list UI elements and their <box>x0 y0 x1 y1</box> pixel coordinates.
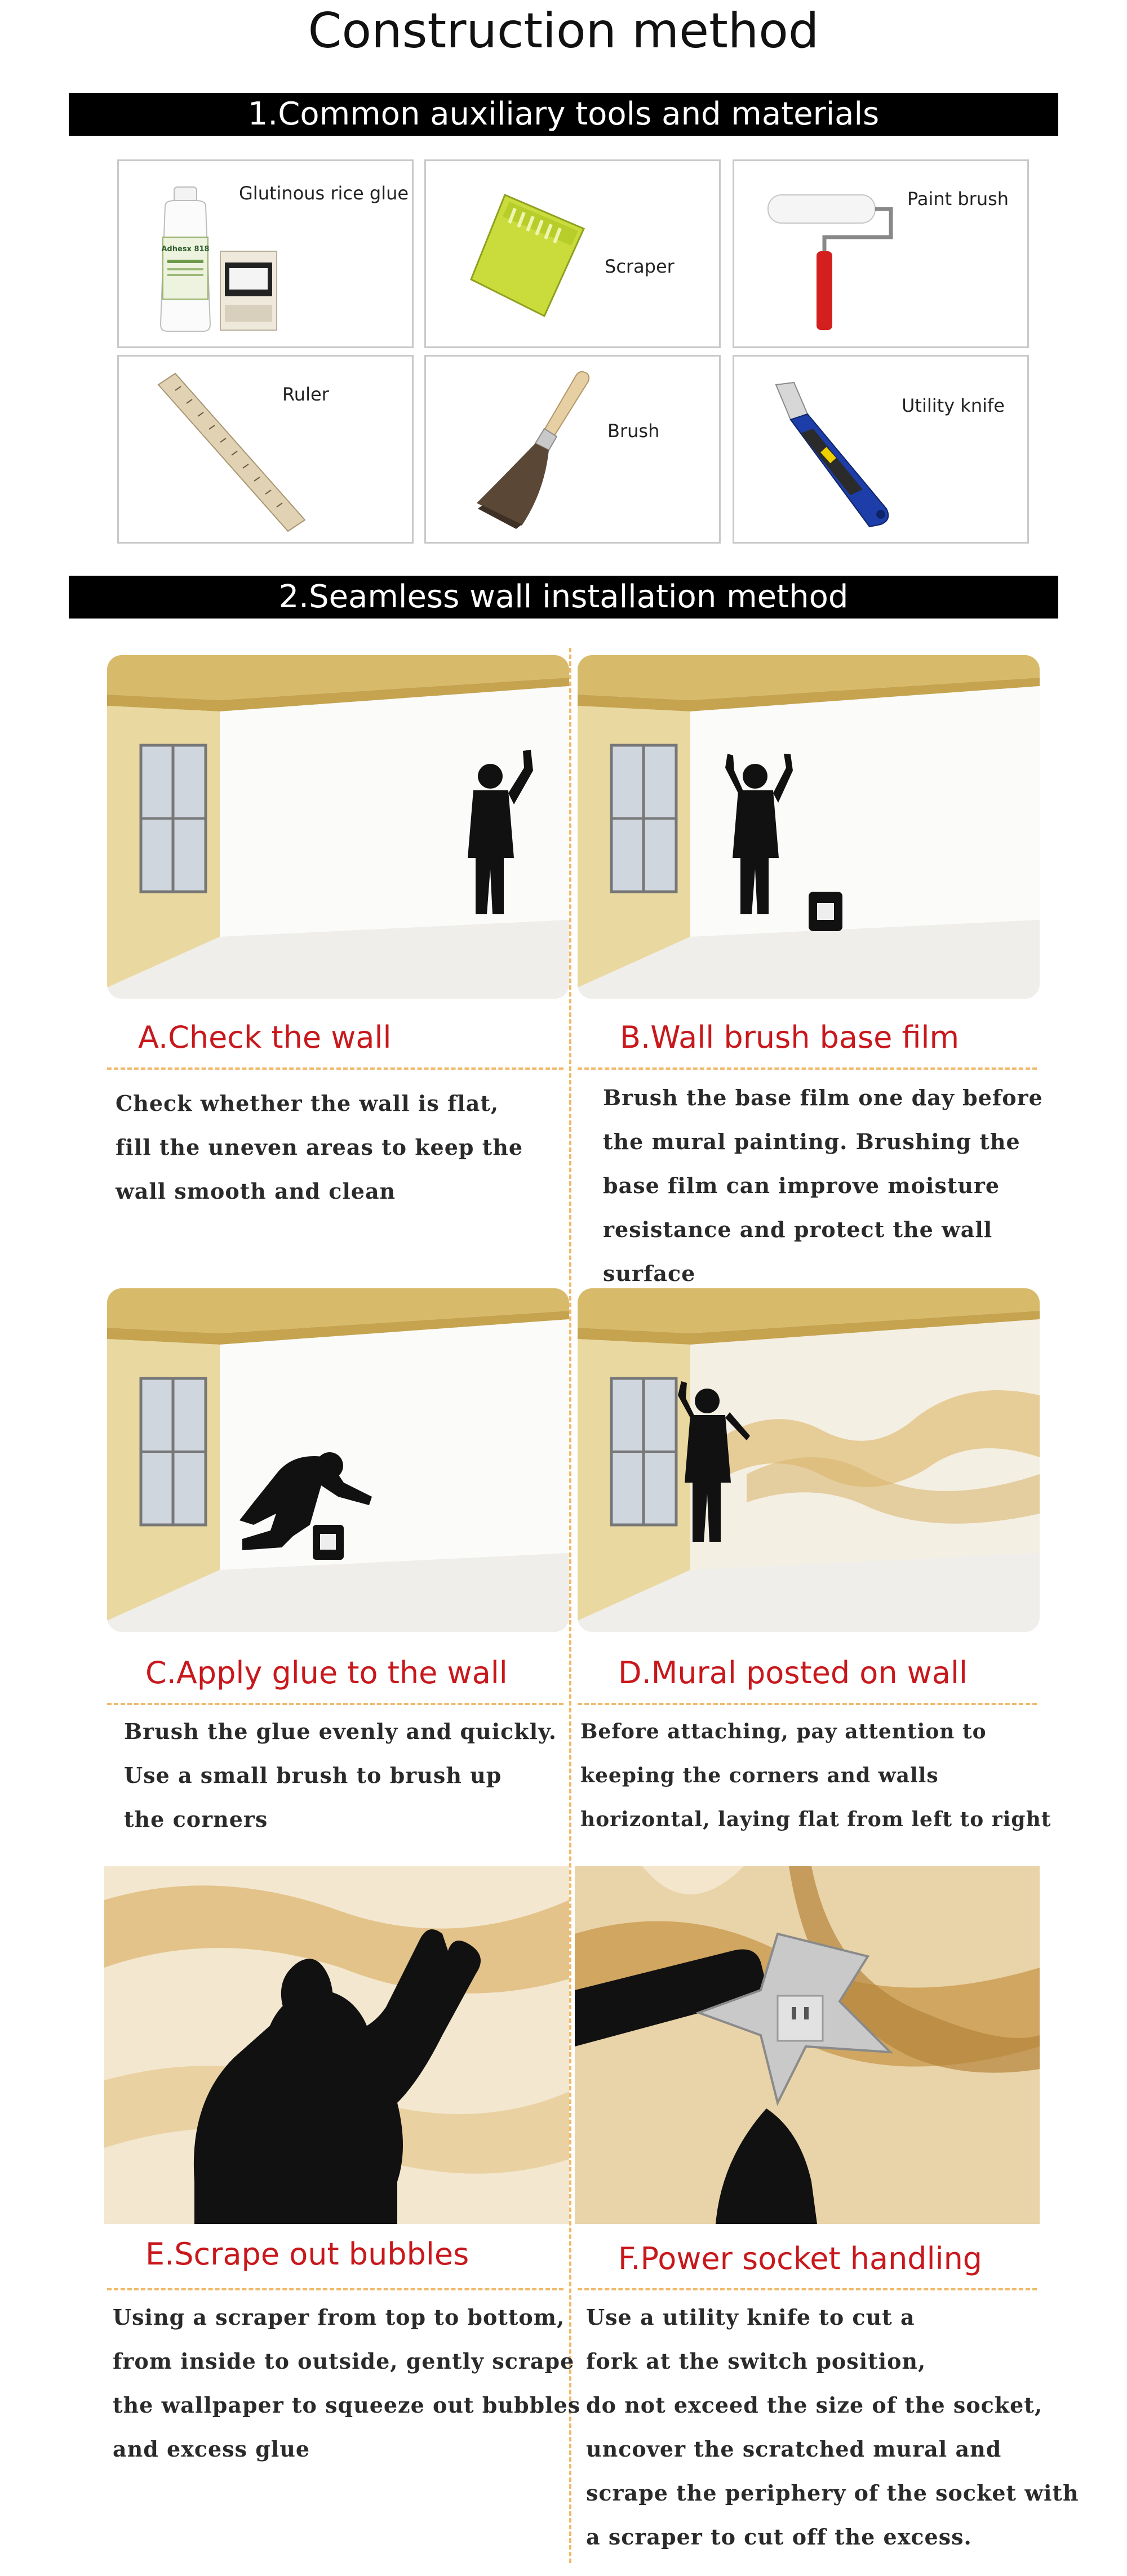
step-f-title: F.Power socket handling <box>618 2241 983 2276</box>
paint-bucket-icon <box>809 892 842 931</box>
center-divider <box>569 648 571 2563</box>
tool-label-paint-brush: Paint brush <box>907 188 1009 210</box>
divider-c <box>107 1703 564 1705</box>
scraper-icon <box>465 189 595 324</box>
tool-card-brush <box>424 355 721 544</box>
tool-card-scraper <box>424 159 721 348</box>
step-c-description: Brush the glue evenly and quickly. Use a small brush to brush up the corners <box>124 1719 557 1832</box>
tool-label-utility-knife: Utility knife <box>902 395 1005 416</box>
section-1-banner: 1.Common auxiliary tools and materials <box>69 93 1058 136</box>
utility-knife-icon <box>768 379 903 531</box>
step-b-description: Brush the base film one day before the mural painting. Brushing the base film can improve moisture resistance and protect the wall surface <box>603 1085 1043 1286</box>
divider-b <box>578 1067 1037 1070</box>
illustration-base-film <box>578 655 1040 999</box>
tool-card-utility-knife <box>733 355 1029 544</box>
tool-label-brush: Brush <box>607 420 660 442</box>
illustration-scrape-bubbles <box>104 1866 569 2224</box>
step-e-title: E.Scrape out bubbles <box>145 2236 469 2272</box>
glue-bottle-icon <box>158 184 288 336</box>
brush-icon <box>460 368 606 531</box>
step-d-title: D.Mural posted on wall <box>618 1655 968 1690</box>
tool-label-glue: Glutinous rice glue <box>239 183 409 204</box>
illustration-mural-posted <box>578 1288 1040 1632</box>
step-b-title: B.Wall brush base film <box>620 1020 960 1055</box>
illustration-power-socket <box>575 1866 1040 2224</box>
step-d-description: Before attaching, pay attention to keeping the corners and walls horizontal, laying flat from left to right <box>580 1720 1051 1831</box>
illustration-check-wall <box>107 655 569 999</box>
ruler-icon <box>153 368 310 537</box>
tool-card-glue <box>117 159 414 348</box>
step-e-description: Using a scraper from top to bottom, from inside to outside, gently scrape the wallpaper to squeeze out bubbles and excess glue <box>113 2304 581 2462</box>
step-a-title: A.Check the wall <box>138 1020 392 1055</box>
glue-bucket-icon <box>313 1525 344 1560</box>
step-c-title: C.Apply glue to the wall <box>145 1655 508 1690</box>
tool-label-ruler: Ruler <box>282 384 329 405</box>
tool-card-ruler <box>117 355 414 544</box>
divider-d <box>578 1703 1037 1705</box>
tool-card-paint-brush <box>733 159 1029 348</box>
divider-e <box>107 2288 564 2290</box>
paint-roller-icon <box>757 184 903 336</box>
step-a-description: Check whether the wall is flat, fill the uneven areas to keep the wall smooth and clean <box>116 1091 523 1204</box>
section-2-banner: 2.Seamless wall installation method <box>69 576 1058 619</box>
illustration-apply-glue <box>107 1288 569 1632</box>
divider-a <box>107 1067 564 1070</box>
tool-label-scraper: Scraper <box>605 256 675 277</box>
bottle-label-text: Adhesx 818 <box>161 245 210 253</box>
step-f-description: Use a utility knife to cut a fork at the switch position, do not exceed the size of the socket, uncover the scratched mural and scrape the periphery of the socket with a scraper to cut off the excess. <box>586 2304 1079 2550</box>
divider-f <box>578 2288 1037 2290</box>
page-title: Construction method <box>308 3 819 59</box>
